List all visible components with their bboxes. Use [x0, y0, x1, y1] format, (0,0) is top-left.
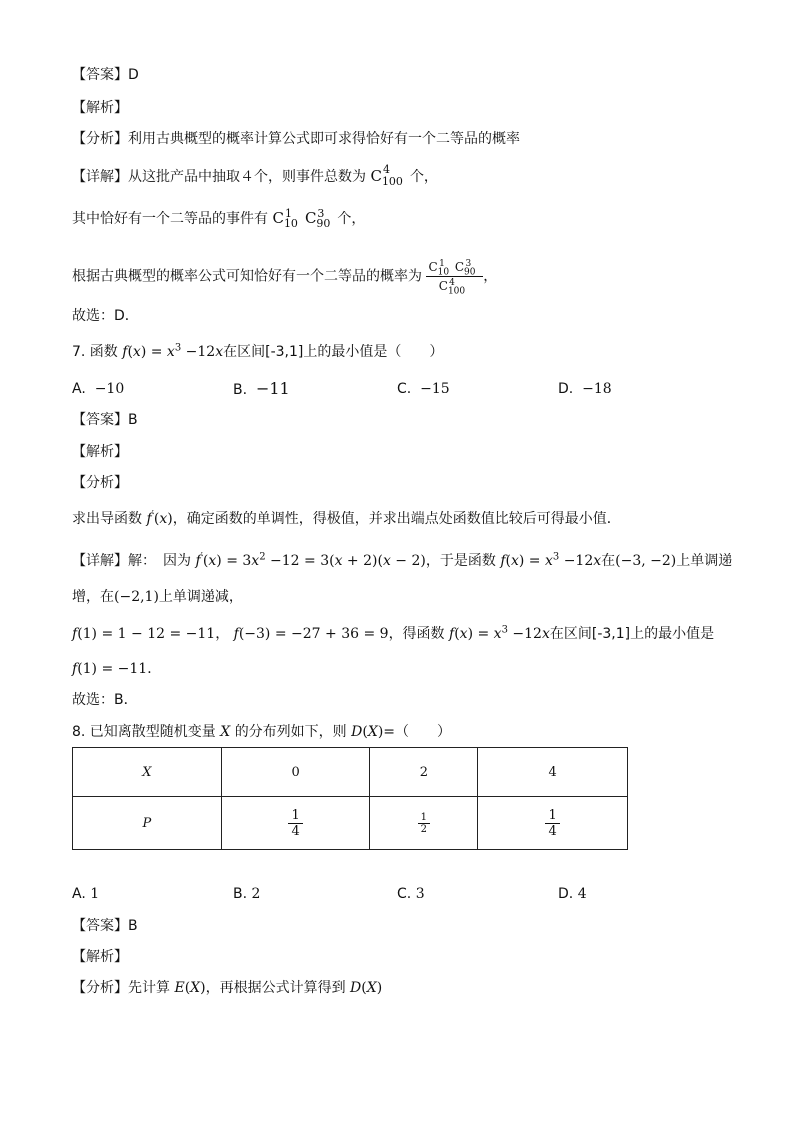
q7-option-d	[558, 379, 612, 399]
detail-label: 【详解】	[72, 169, 128, 185]
fenxi-text: ，再根据公式计算得到	[205, 980, 346, 996]
function-formula: $f(x) = x^3 -12x$	[500, 551, 602, 569]
q7-detail-line2	[72, 587, 243, 607]
detail-text: ，于是函数	[425, 553, 496, 569]
fraction-denominator: 2	[420, 823, 428, 835]
fenxi-text: 先计算	[128, 980, 170, 996]
q8-option-c	[397, 884, 425, 904]
fraction-numerator: 1	[545, 808, 559, 824]
q7-detail-line3: f(1) = 1 − 12 = −11， f(−3) = −27 + 36 = 9，得函数 $f(x) = x^3 -12x$在区间[-3,1]上的最小值是	[72, 624, 715, 642]
table-cell: X	[73, 748, 222, 797]
table-cell: P	[73, 797, 222, 850]
q7-option-b	[233, 379, 290, 400]
q7-answer-line	[72, 410, 138, 430]
stem-text: =（ ）	[383, 724, 452, 740]
option-label: B.	[233, 886, 248, 902]
minimum-value: f(1) = −11	[72, 661, 148, 677]
fraction-denominator: 4	[548, 823, 557, 839]
answer-value: D	[128, 67, 139, 83]
detail-text: 从这批产品中抽取４个，则事件总数为	[128, 169, 366, 185]
option-label: A.	[72, 381, 86, 397]
q7-stem	[72, 342, 443, 362]
answer-label: 【答案】	[72, 918, 128, 934]
q7-option-a	[72, 379, 124, 399]
option-label: C.	[397, 381, 412, 397]
detail-text: 个，	[337, 211, 366, 227]
answer-value: B	[128, 412, 138, 428]
fraction-denominator: 4	[291, 823, 300, 839]
value-f-3: f(−3) = −27 + 36 = 9	[233, 626, 389, 642]
variance-symbol: D(X)	[351, 724, 384, 740]
option-value: 2	[251, 886, 261, 902]
option-value: −15	[420, 381, 450, 397]
answer-value: B	[128, 918, 138, 934]
q8-answer-line	[72, 916, 138, 936]
stem-text: 8. 已知离散型随机变量	[72, 724, 216, 740]
function-formula: $f(x) = x^3 -12x$	[122, 342, 224, 360]
probability-fraction: $\frac{C_{10}^1 C_{90}^3}{C_{100}^4}$	[426, 258, 483, 295]
option-value: −11	[255, 379, 290, 398]
variable-x: X	[220, 724, 231, 740]
fenxi-label: 【分析】	[72, 980, 128, 996]
detail-text: 根据古典概型的概率公式可知恰好有一个二等品的概率为	[72, 268, 422, 285]
q7-fenxi-line	[72, 509, 621, 529]
table-cell: 0	[221, 748, 370, 797]
option-label: B.	[233, 382, 248, 398]
variance-symbol: D(X)	[350, 980, 383, 996]
q8-option-d	[558, 884, 587, 904]
detail-text: 在区间[-3,1]上的最小值是	[549, 626, 715, 642]
value-f1: f(1) = 1 − 12 = −11	[72, 626, 216, 642]
q8-option-b	[233, 884, 260, 904]
q6-detail-line2	[72, 208, 365, 229]
q7-analysis-label: 【解析】	[72, 444, 128, 460]
stem-text: 的分布列如下，则	[234, 724, 347, 740]
fraction	[418, 812, 430, 835]
fraction	[545, 808, 559, 839]
table-cell	[370, 797, 478, 850]
derivative-symbol: f′(x)	[146, 509, 173, 527]
function-formula: $f(x) = x^3 -12x$	[449, 624, 550, 642]
fenxi-label: 【分析】	[72, 131, 128, 147]
combination-c-10-1-c-90-3: $C_{10}^1$ $C_{90}^3$	[272, 207, 331, 230]
q6-detail-line1	[72, 163, 438, 188]
expectation-symbol: E(X)	[174, 980, 206, 996]
q6-conclusion: 故选：D．	[72, 308, 139, 324]
q8-analysis-label: 【解析】	[72, 949, 128, 965]
interval: (−3, −2)	[615, 553, 677, 569]
option-value: −10	[94, 381, 125, 397]
detail-text: 其中恰好有一个二等品的事件有	[72, 211, 268, 227]
combination-c-100-4: $C_{100}^4$	[370, 163, 403, 188]
distribution-table	[72, 747, 628, 850]
option-label: D.	[558, 886, 574, 902]
detail-label: 【详解】	[72, 553, 128, 569]
q7-detail-line4: f(1) = −11．	[72, 661, 162, 677]
option-value: 3	[415, 886, 425, 902]
fraction-numerator: 1	[288, 808, 302, 824]
fenxi-text: 求出导函数	[72, 511, 142, 527]
table-cell: 2	[370, 748, 478, 797]
answer-label: 【答案】	[72, 67, 128, 83]
table-cell	[478, 797, 628, 850]
detail-text: ，	[483, 268, 498, 285]
option-label: A.	[72, 886, 86, 902]
q7-option-c	[397, 379, 450, 399]
detail-text: 在	[601, 553, 616, 569]
q7-detail-line1	[72, 551, 732, 571]
fenxi-text: ，确定函数的单调性，得极值，并求出端点处函数值比较后可得最小值．	[172, 511, 621, 527]
option-value: 4	[577, 886, 587, 902]
option-label: C.	[397, 886, 412, 902]
stem-text: 在区间[-3,1]上的最小值是（ ）	[223, 344, 444, 360]
q6-answer-line	[72, 65, 139, 85]
option-label: D.	[558, 381, 574, 397]
option-value: −18	[582, 381, 612, 397]
detail-text: 上单调递	[676, 553, 733, 569]
table-row	[73, 748, 628, 797]
q8-fenxi-line	[72, 978, 382, 998]
detail-text: ，得函数	[388, 626, 445, 642]
detail-text: 个，	[409, 169, 438, 185]
q7-conclusion: 故选：B．	[72, 692, 138, 708]
q6-detail-line3	[72, 258, 497, 295]
detail-text: 解： 因为	[128, 553, 191, 569]
interval: (−2,1)	[114, 589, 159, 605]
q8-stem	[72, 722, 451, 742]
q6-analysis-label: 【解析】	[72, 100, 128, 116]
table-cell	[221, 797, 370, 850]
answer-label: 【答案】	[72, 412, 128, 428]
derivative-formula: $f'(x) = 3x^2 -12 = 3(x + 2)(x - 2)$	[195, 551, 426, 569]
fenxi-text: 利用古典概型的概率计算公式即可求得恰好有一个二等品的概率	[128, 131, 520, 147]
q8-option-a	[72, 884, 99, 904]
stem-text: 7. 函数	[72, 344, 118, 360]
fraction	[288, 808, 302, 839]
fraction-numerator: 1	[418, 812, 430, 824]
option-value: 1	[90, 886, 100, 902]
table-cell: 4	[478, 748, 628, 797]
table-row	[73, 797, 628, 850]
q6-fenxi-line	[72, 129, 520, 149]
detail-text: 增，在	[72, 589, 114, 605]
detail-text: 上单调递减，	[158, 589, 243, 605]
q7-fenxi-label: 【分析】	[72, 475, 128, 491]
